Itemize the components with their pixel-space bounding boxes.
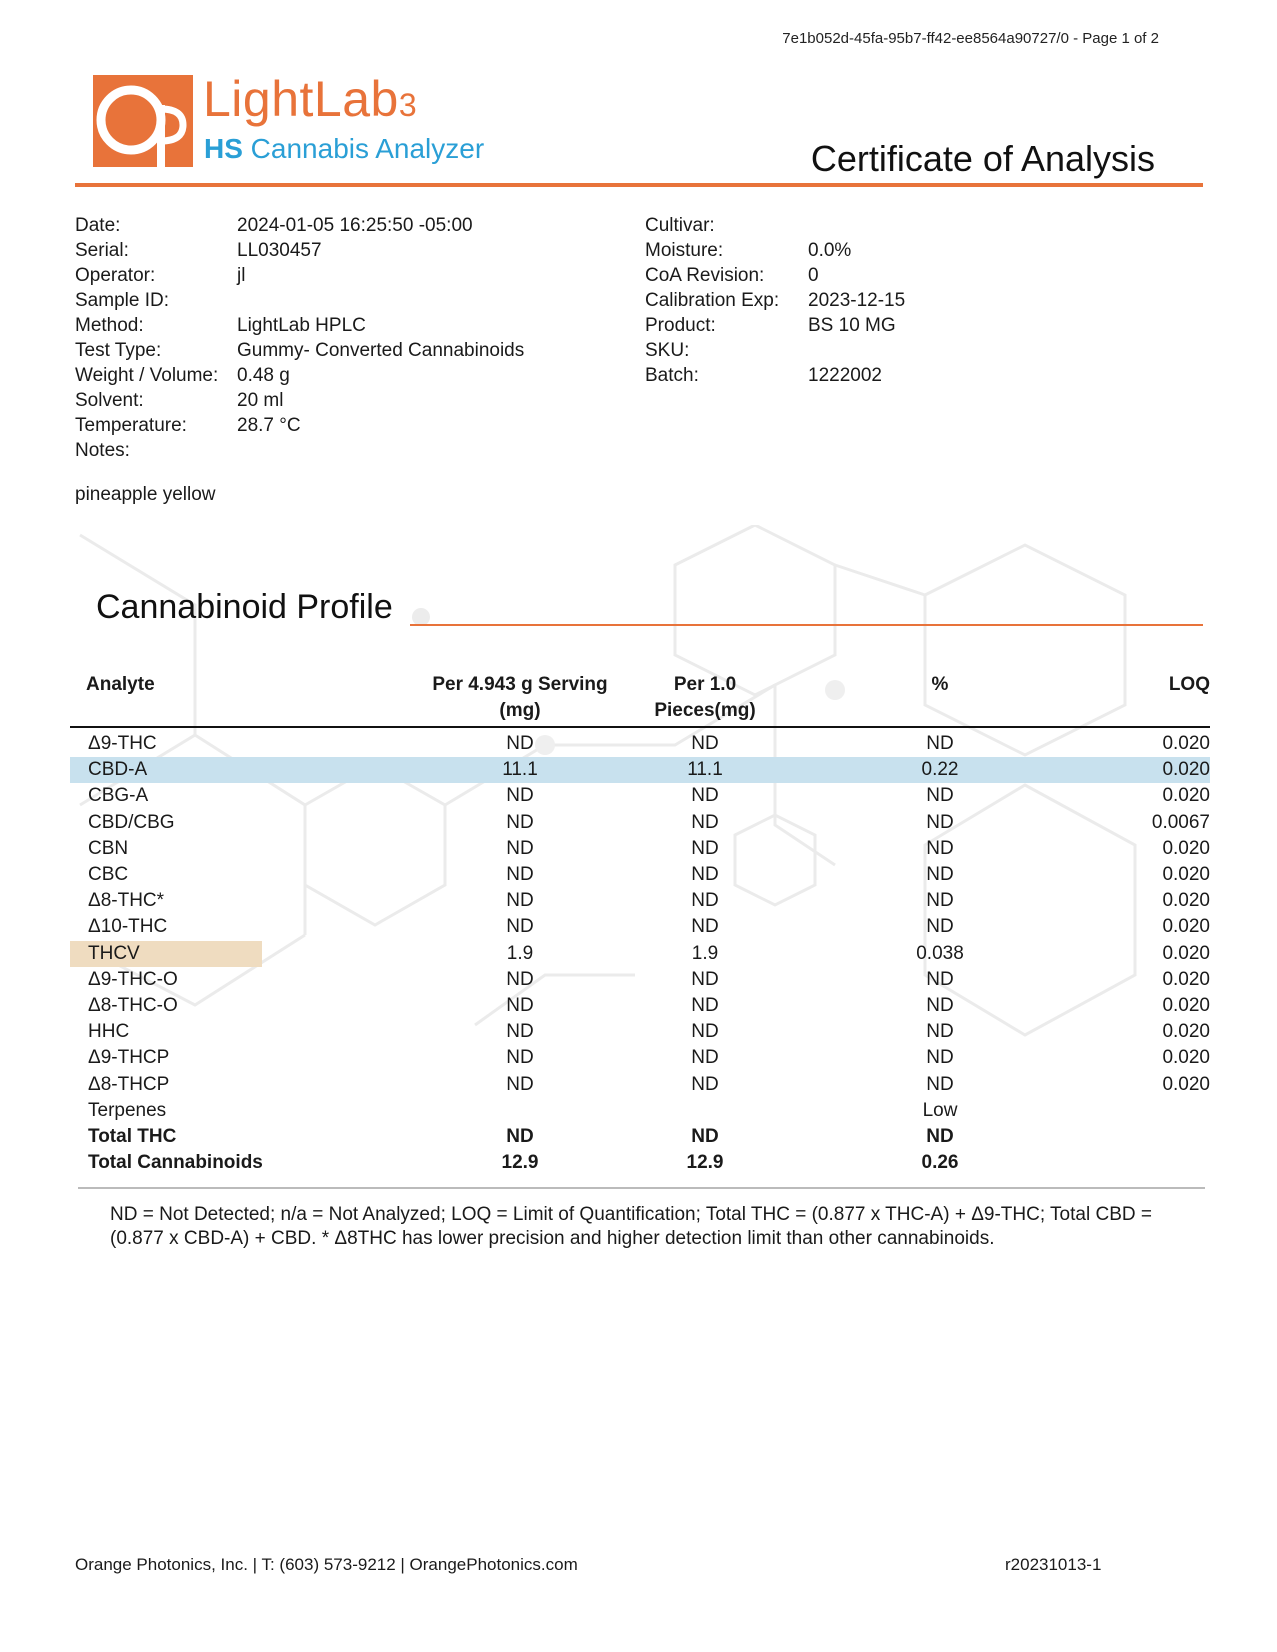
serving-value: ND [506, 916, 534, 938]
percent-value: ND [926, 811, 954, 833]
percent-value: ND [926, 890, 954, 912]
loq-value: 0.020 [1162, 942, 1210, 964]
piece-value: ND [691, 785, 719, 807]
serving-value: ND [506, 890, 534, 912]
header-serving-line2: (mg) [499, 700, 541, 721]
info-label: Temperature: [75, 415, 187, 436]
serving-value: ND [506, 733, 534, 754]
loq-value: 0.020 [1162, 1021, 1210, 1043]
info-label: Moisture: [645, 240, 724, 261]
total-piece: ND [691, 1126, 719, 1147]
header-analyte: Analyte [86, 674, 155, 695]
total-row [70, 1124, 1210, 1150]
table-row [70, 967, 1210, 993]
table-row [70, 810, 1210, 836]
percent-value: ND [926, 1047, 954, 1069]
loq-value: 0.020 [1162, 1047, 1210, 1069]
loq-value: 0.020 [1162, 785, 1210, 807]
info-label: SKU: [645, 340, 690, 361]
percent-value: ND [926, 837, 954, 859]
footnote: ND = Not Detected; n/a = Not Analyzed; LOQ = Limit of Quantification; Total THC = (0.877 x THC-A) + Δ9-THC; Total CBD = (0.877 x CBD-A) + CBD. * Δ8THC has lower precision and higher detection limit than other cannabinoids. [110, 1204, 1152, 1249]
header-serving-line1: Per 4.943 g Serving [432, 674, 608, 695]
analyte-name: Δ10-THC [88, 916, 168, 938]
loq-value: 0.020 [1162, 759, 1210, 781]
notes-text: pineapple yellow [75, 484, 216, 505]
info-value: 20 ml [237, 390, 284, 411]
piece-value: ND [691, 1047, 719, 1069]
piece-value: ND [691, 864, 719, 885]
percent-value: ND [926, 995, 954, 1016]
percent-value: ND [926, 916, 954, 938]
loq-value: 0.0067 [1151, 811, 1210, 833]
total-serving: ND [506, 1126, 534, 1147]
serving-value: ND [506, 785, 534, 807]
analyte-name: Δ8-THC* [88, 890, 165, 912]
info-value: LightLab HPLC [237, 315, 366, 336]
serving-value: ND [506, 1021, 534, 1043]
serving-value: ND [506, 811, 534, 833]
footer-revision: r20231013-1 [1005, 1555, 1102, 1574]
analyte-name: Δ9-THC [88, 733, 157, 754]
analyte-name: CBC [88, 864, 129, 885]
percent-value: 0.038 [916, 942, 964, 964]
piece-value: ND [691, 916, 719, 938]
total-percent: 0.26 [921, 1152, 959, 1174]
percent-value: ND [926, 785, 954, 807]
info-label: Date: [75, 215, 121, 236]
info-label: Sample ID: [75, 290, 169, 311]
info-value: Gummy- Converted Cannabinoids [237, 340, 525, 361]
total-name: Total Cannabinoids [88, 1152, 263, 1174]
percent-value: ND [926, 1021, 954, 1043]
info-label: Serial: [75, 240, 129, 261]
header-piece [615, 672, 795, 724]
loq-value: 0.020 [1162, 733, 1210, 754]
info-value: 28.7 °C [237, 415, 301, 436]
table-row [70, 941, 1210, 967]
table-row [70, 1019, 1210, 1045]
info-label: Notes: [75, 440, 130, 461]
table-bottom-rule [78, 1187, 1205, 1189]
header-serving [400, 672, 640, 724]
info-value: BS 10 MG [808, 315, 896, 336]
serving-value: ND [506, 968, 534, 990]
info-label: Method: [75, 315, 144, 336]
piece-value: 1.9 [691, 942, 719, 964]
brand-name: LightLab3 [203, 71, 418, 127]
brand-subtitle: HS Cannabis Analyzer [204, 133, 485, 164]
loq-value: 0.020 [1162, 916, 1210, 938]
serving-value: 1.9 [506, 942, 534, 964]
info-value: 0.0% [808, 240, 852, 261]
analyte-name: Terpenes [88, 1099, 167, 1121]
table-header-rule [70, 726, 1210, 728]
info-value: 2024-01-05 16:25:50 -05:00 [237, 215, 473, 236]
analyte-name: CBG-A [88, 785, 149, 807]
info-label: Test Type: [75, 340, 162, 361]
total-name: Total THC [88, 1126, 177, 1147]
piece-value: ND [691, 811, 719, 833]
table-row [70, 1045, 1210, 1071]
info-label: Product: [645, 315, 716, 336]
analyte-name: HHC [88, 1021, 130, 1043]
piece-value: 11.1 [687, 759, 723, 781]
piece-value: ND [691, 1021, 719, 1043]
section-divider [410, 624, 1203, 626]
info-label: Batch: [645, 365, 699, 386]
header-piece-line2: Pieces(mg) [654, 700, 756, 721]
table-row [70, 862, 1210, 888]
info-value: LL030457 [237, 240, 322, 261]
table-row [70, 1072, 1210, 1098]
info-label: Operator: [75, 265, 156, 286]
analyte-name: Δ8-THC-O [88, 995, 178, 1016]
loq-value: 0.020 [1162, 837, 1210, 859]
analyte-name: THCV [88, 942, 140, 964]
info-label: Cultivar: [645, 215, 715, 236]
loq-value: 0.020 [1162, 890, 1210, 912]
piece-value: ND [691, 837, 719, 859]
piece-value: ND [691, 968, 719, 990]
footer-contact: Orange Photonics, Inc. | T: (603) 573-9212 | OrangePhotonics.com [75, 1555, 578, 1574]
loq-value: 0.020 [1162, 1073, 1210, 1095]
table-row [70, 1098, 1210, 1124]
loq-value: 0.020 [1162, 995, 1210, 1016]
analyte-name: Δ8-THCP [88, 1073, 170, 1095]
piece-value: ND [691, 890, 719, 912]
header-piece-line1: Per 1.0 [673, 674, 737, 695]
serving-value: ND [506, 1047, 534, 1069]
info-label: CoA Revision: [645, 265, 765, 286]
percent-value: 0.22 [921, 759, 959, 781]
section-title-cannabinoid-profile: Cannabinoid Profile [96, 588, 393, 626]
table-row [70, 757, 1210, 783]
serving-value: ND [506, 1073, 534, 1095]
info-label: Weight / Volume: [75, 365, 219, 386]
percent-value: ND [926, 968, 954, 990]
analyte-name: CBD/CBG [88, 811, 175, 833]
analyte-name: Δ9-THC-O [88, 968, 178, 990]
serving-value: ND [506, 995, 534, 1016]
total-serving: 12.9 [501, 1152, 539, 1174]
loq-value: 0.020 [1162, 968, 1210, 990]
table-row [70, 836, 1210, 862]
info-value: 1222002 [808, 365, 882, 386]
percent-value: Low [922, 1099, 958, 1121]
info-value: 2023-12-15 [808, 290, 906, 311]
page-title: Certificate of Analysis [810, 138, 1155, 179]
table-row [70, 783, 1210, 809]
total-row [70, 1150, 1210, 1176]
serving-value: ND [506, 864, 534, 885]
percent-value: ND [926, 733, 954, 754]
lightlab-logo-icon [93, 75, 193, 167]
analyte-name: Δ9-THCP [88, 1047, 170, 1069]
table-row [70, 914, 1210, 940]
serving-value: ND [506, 837, 534, 859]
info-label: Solvent: [75, 390, 144, 411]
info-value: jl [237, 265, 246, 286]
document-id: 7e1b052d-45fa-95b7-ff42-ee8564a90727/0 - Page 1 of 2 [782, 30, 1159, 47]
table-row [70, 993, 1210, 1019]
percent-value: ND [926, 1073, 954, 1095]
serving-value: 11.1 [502, 759, 538, 781]
header-loq: LOQ [1168, 674, 1210, 695]
total-piece: 12.9 [686, 1152, 724, 1174]
loq-value: 0.020 [1162, 864, 1210, 885]
analyte-name: CBN [88, 837, 129, 859]
info-label: Calibration Exp: [645, 290, 780, 311]
piece-value: ND [691, 995, 719, 1016]
percent-value: ND [926, 864, 954, 885]
header-percent: % [931, 674, 949, 695]
info-value: 0.48 g [237, 365, 290, 386]
header-divider [75, 183, 1203, 187]
table-row [70, 731, 1210, 757]
piece-value: ND [691, 733, 719, 754]
info-value: 0 [808, 265, 819, 286]
analyte-name: CBD-A [88, 759, 148, 781]
piece-value: ND [691, 1073, 719, 1095]
total-percent: ND [926, 1126, 954, 1147]
table-row [70, 888, 1210, 914]
